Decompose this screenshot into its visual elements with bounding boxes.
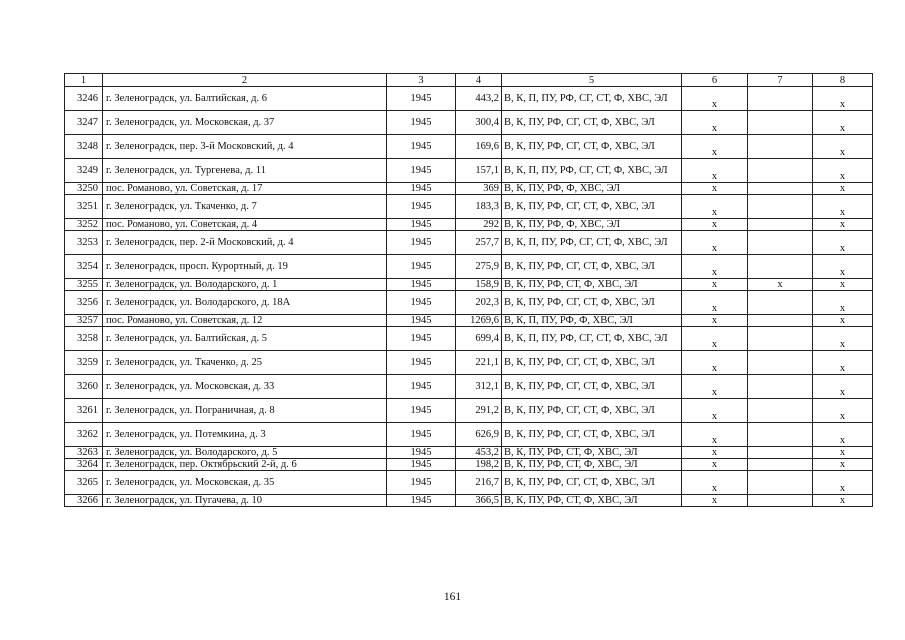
row-address: г. Зеленоградск, ул. Московская, д. 37 [103,111,387,135]
row-amenities: В, К, ПУ, РФ, СГ, СТ, Ф, ХВС, ЭЛ [502,195,682,219]
row-col-8-mark: x [813,111,873,135]
table-row [65,255,873,279]
row-col-7-mark [748,459,813,471]
table-row [65,219,873,231]
row-year: 1945 [387,279,456,291]
row-address: г. Зеленоградск, ул. Володарского, д. 18А [103,291,387,315]
row-address: г. Зеленоградск, ул. Тургенева, д. 11 [103,159,387,183]
row-amenities: В, К, ПУ, РФ, СГ, СТ, Ф, ХВС, ЭЛ [502,351,682,375]
row-amenities: В, К, ПУ, РФ, СГ, СТ, Ф, ХВС, ЭЛ [502,255,682,279]
row-col-7-mark [748,399,813,423]
header-row [65,74,873,87]
row-address: г. Зеленоградск, ул. Пограничная, д. 8 [103,399,387,423]
page-number: 161 [443,591,462,603]
row-area: 216,7 [456,471,502,495]
table-row [65,315,873,327]
row-address: г. Зеленоградск, ул. Володарского, д. 1 [103,279,387,291]
row-area: 183,3 [456,195,502,219]
row-col-8-mark: x [813,471,873,495]
row-year: 1945 [387,375,456,399]
row-address: г. Зеленоградск, ул. Балтийская, д. 6 [103,87,387,111]
row-year: 1945 [387,351,456,375]
row-amenities: В, К, П, ПУ, РФ, СГ, СТ, Ф, ХВС, ЭЛ [502,87,682,111]
row-area: 169,6 [456,135,502,159]
row-col-6-mark: x [682,423,748,447]
row-col-6-mark: x [682,399,748,423]
row-number: 3257 [65,315,103,327]
row-number: 3250 [65,183,103,195]
row-year: 1945 [387,195,456,219]
row-address: г. Зеленоградск, ул. Потемкина, д. 3 [103,423,387,447]
row-area: 292 [456,219,502,231]
row-col-6-mark: x [682,327,748,351]
row-col-6-mark: x [682,447,748,459]
row-number: 3246 [65,87,103,111]
row-area: 275,9 [456,255,502,279]
row-col-6-mark: x [682,135,748,159]
row-address: г. Зеленоградск, ул. Володарского, д. 5 [103,447,387,459]
row-address: г. Зеленоградск, ул. Ткаченко, д. 7 [103,195,387,219]
row-address: г. Зеленоградск, пер. 3-й Московский, д. 4 [103,135,387,159]
row-col-8-mark: x [813,423,873,447]
row-amenities: В, К, П, ПУ, РФ, СГ, СТ, Ф, ХВС, ЭЛ [502,231,682,255]
row-year: 1945 [387,219,456,231]
table-row [65,183,873,195]
table-row [65,159,873,183]
row-address: г. Зеленоградск, пер. Октябрьский 2-й, д. 6 [103,459,387,471]
table-row [65,423,873,447]
row-area: 312,1 [456,375,502,399]
header-col-1: 1 [65,74,103,87]
row-amenities: В, К, ПУ, РФ, СГ, СТ, Ф, ХВС, ЭЛ [502,423,682,447]
row-area: 699,4 [456,327,502,351]
row-year: 1945 [387,111,456,135]
table-row [65,327,873,351]
table-row [65,87,873,111]
row-area: 453,2 [456,447,502,459]
row-address: пос. Романово, ул. Советская, д. 12 [103,315,387,327]
row-col-8-mark: x [813,279,873,291]
row-col-8-mark: x [813,495,873,507]
row-col-7-mark [748,231,813,255]
table-row [65,279,873,291]
row-area: 291,2 [456,399,502,423]
row-col-6-mark: x [682,183,748,195]
row-amenities: В, К, ПУ, РФ, СТ, Ф, ХВС, ЭЛ [502,459,682,471]
row-col-6-mark: x [682,195,748,219]
row-area: 626,9 [456,423,502,447]
row-area: 1269,6 [456,315,502,327]
row-amenities: В, К, ПУ, РФ, СГ, СТ, Ф, ХВС, ЭЛ [502,399,682,423]
row-year: 1945 [387,87,456,111]
row-col-6-mark: x [682,87,748,111]
table-row [65,375,873,399]
row-col-8-mark: x [813,459,873,471]
row-amenities: В, К, ПУ, РФ, СГ, СТ, Ф, ХВС, ЭЛ [502,135,682,159]
header-col-5: 5 [502,74,682,87]
row-col-8-mark: x [813,87,873,111]
row-col-6-mark: x [682,315,748,327]
row-col-6-mark: x [682,159,748,183]
row-year: 1945 [387,183,456,195]
row-area: 157,1 [456,159,502,183]
row-area: 257,7 [456,231,502,255]
row-area: 443,2 [456,87,502,111]
row-number: 3251 [65,195,103,219]
table-row [65,351,873,375]
row-col-7-mark [748,135,813,159]
row-number: 3266 [65,495,103,507]
row-col-8-mark: x [813,447,873,459]
row-col-6-mark: x [682,111,748,135]
row-col-6-mark: x [682,459,748,471]
row-amenities: В, К, ПУ, РФ, СТ, Ф, ХВС, ЭЛ [502,279,682,291]
header-col-6: 6 [682,74,748,87]
row-col-8-mark: x [813,255,873,279]
row-col-7-mark [748,375,813,399]
row-col-8-mark: x [813,351,873,375]
row-amenities: В, К, ПУ, РФ, СГ, СТ, Ф, ХВС, ЭЛ [502,375,682,399]
row-col-6-mark: x [682,495,748,507]
row-number: 3256 [65,291,103,315]
row-col-7-mark [748,423,813,447]
row-year: 1945 [387,471,456,495]
row-col-7-mark [748,183,813,195]
row-col-8-mark: x [813,375,873,399]
table-header [65,74,873,87]
row-col-7-mark [748,111,813,135]
row-address: г. Зеленоградск, ул. Московская, д. 33 [103,375,387,399]
row-col-8-mark: x [813,219,873,231]
row-col-8-mark: x [813,327,873,351]
row-col-7-mark: x [748,279,813,291]
table-row [65,495,873,507]
row-number: 3247 [65,111,103,135]
row-amenities: В, К, ПУ, РФ, СТ, Ф, ХВС, ЭЛ [502,495,682,507]
table-row [65,111,873,135]
row-amenities: В, К, ПУ, РФ, СТ, Ф, ХВС, ЭЛ [502,447,682,459]
row-col-7-mark [748,447,813,459]
row-col-8-mark: x [813,315,873,327]
row-year: 1945 [387,459,456,471]
row-amenities: В, К, П, ПУ, РФ, Ф, ХВС, ЭЛ [502,315,682,327]
row-col-7-mark [748,195,813,219]
row-col-6-mark: x [682,219,748,231]
row-col-8-mark: x [813,135,873,159]
header-col-7: 7 [748,74,813,87]
row-year: 1945 [387,291,456,315]
row-amenities: В, К, ПУ, РФ, СГ, СТ, Ф, ХВС, ЭЛ [502,291,682,315]
row-col-6-mark: x [682,291,748,315]
row-area: 369 [456,183,502,195]
row-col-8-mark: x [813,291,873,315]
row-year: 1945 [387,423,456,447]
row-col-6-mark: x [682,279,748,291]
row-col-7-mark [748,471,813,495]
row-col-6-mark: x [682,255,748,279]
header-col-3: 3 [387,74,456,87]
row-col-7-mark [748,159,813,183]
row-address: пос. Романово, ул. Советская, д. 4 [103,219,387,231]
row-col-6-mark: x [682,231,748,255]
table-row [65,399,873,423]
row-number: 3263 [65,447,103,459]
row-col-6-mark: x [682,471,748,495]
row-col-7-mark [748,291,813,315]
row-area: 300,4 [456,111,502,135]
row-year: 1945 [387,495,456,507]
row-year: 1945 [387,135,456,159]
row-col-7-mark [748,327,813,351]
row-col-6-mark: x [682,351,748,375]
row-address: г. Зеленоградск, ул. Ткаченко, д. 25 [103,351,387,375]
row-col-7-mark [748,219,813,231]
table-row [65,231,873,255]
row-col-7-mark [748,87,813,111]
row-address: г. Зеленоградск, ул. Московская, д. 35 [103,471,387,495]
row-area: 158,9 [456,279,502,291]
row-amenities: В, К, П, ПУ, РФ, СГ, СТ, Ф, ХВС, ЭЛ [502,159,682,183]
table-row [65,195,873,219]
row-col-8-mark: x [813,399,873,423]
row-amenities: В, К, ПУ, РФ, Ф, ХВС, ЭЛ [502,183,682,195]
row-number: 3262 [65,423,103,447]
row-year: 1945 [387,255,456,279]
row-number: 3258 [65,327,103,351]
row-col-6-mark: x [682,375,748,399]
row-amenities: В, К, ПУ, РФ, СГ, СТ, Ф, ХВС, ЭЛ [502,471,682,495]
row-area: 221,1 [456,351,502,375]
row-area: 366,5 [456,495,502,507]
row-area: 202,3 [456,291,502,315]
row-year: 1945 [387,159,456,183]
row-amenities: В, К, П, ПУ, РФ, СГ, СТ, Ф, ХВС, ЭЛ [502,327,682,351]
row-year: 1945 [387,399,456,423]
housing-registry-table [64,73,873,507]
header-col-8: 8 [813,74,873,87]
row-number: 3253 [65,231,103,255]
row-number: 3252 [65,219,103,231]
row-col-8-mark: x [813,195,873,219]
table-row [65,135,873,159]
table-row [65,459,873,471]
row-col-7-mark [748,255,813,279]
row-year: 1945 [387,447,456,459]
row-number: 3261 [65,399,103,423]
table-row [65,447,873,459]
table-row [65,471,873,495]
row-number: 3255 [65,279,103,291]
row-number: 3264 [65,459,103,471]
row-number: 3249 [65,159,103,183]
table-row [65,291,873,315]
row-col-8-mark: x [813,159,873,183]
row-area: 198,2 [456,459,502,471]
row-col-7-mark [748,351,813,375]
table-body [65,87,873,507]
row-address: г. Зеленоградск, пер. 2-й Московский, д. 4 [103,231,387,255]
row-amenities: В, К, ПУ, РФ, СГ, СТ, Ф, ХВС, ЭЛ [502,111,682,135]
row-col-7-mark [748,315,813,327]
row-address: пос. Романово, ул. Советская, д. 17 [103,183,387,195]
row-year: 1945 [387,315,456,327]
row-number: 3259 [65,351,103,375]
row-number: 3248 [65,135,103,159]
row-col-7-mark [748,495,813,507]
row-col-8-mark: x [813,183,873,195]
row-number: 3254 [65,255,103,279]
row-col-8-mark: x [813,231,873,255]
row-address: г. Зеленоградск, просп. Курортный, д. 19 [103,255,387,279]
row-year: 1945 [387,327,456,351]
header-col-4: 4 [456,74,502,87]
row-address: г. Зеленоградск, ул. Пугачева, д. 10 [103,495,387,507]
row-number: 3265 [65,471,103,495]
row-address: г. Зеленоградск, ул. Балтийская, д. 5 [103,327,387,351]
header-col-2: 2 [103,74,387,87]
row-year: 1945 [387,231,456,255]
row-number: 3260 [65,375,103,399]
row-amenities: В, К, ПУ, РФ, Ф, ХВС, ЭЛ [502,219,682,231]
